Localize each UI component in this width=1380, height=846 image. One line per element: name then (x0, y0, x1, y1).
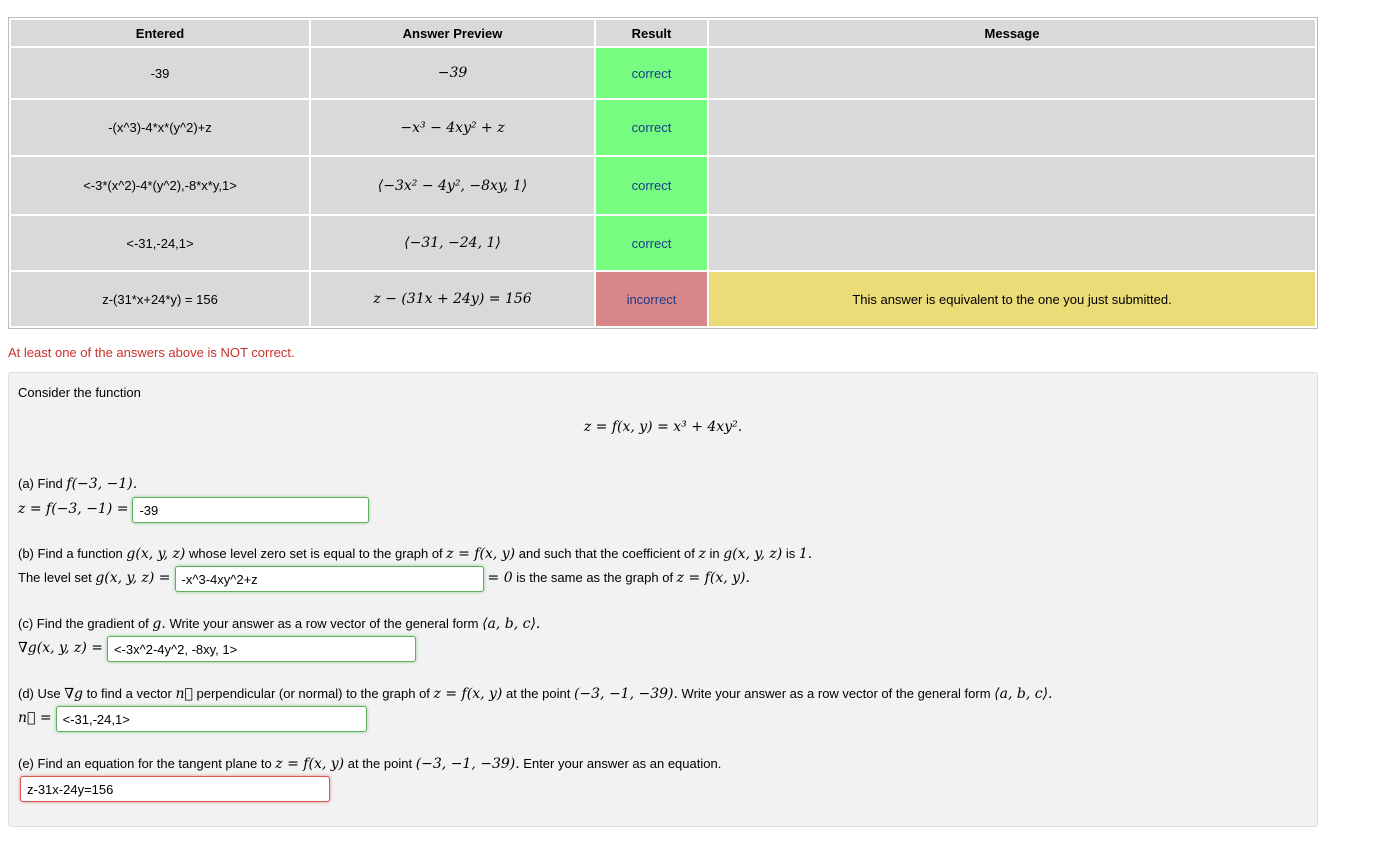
result-cell: correct (596, 216, 707, 270)
results-table (8, 17, 1318, 329)
answer-input-c[interactable]: <-3x^2-4y^2, -8xy, 1> (107, 636, 416, 662)
function-display: z = f(x, y) = x³ + 4xy². (583, 419, 743, 435)
result-cell: correct (596, 48, 707, 98)
header-preview: Answer Preview (311, 20, 594, 46)
part-e-answer-line (16, 773, 334, 803)
warning-message: At least one of the answers above is NOT correct. (8, 345, 295, 360)
preview-cell: −x³ − 4xy² + z (311, 100, 594, 155)
entered-cell: z-(31*x+24*y) = 156 (11, 272, 309, 326)
answer-input-b[interactable]: -x^3-4xy^2+z (175, 566, 484, 592)
table-row (11, 272, 1315, 326)
problem-intro: Consider the function (18, 385, 141, 400)
table-row (11, 216, 1315, 270)
part-a-answer-line: z = f(−3, −1) = -39 (18, 494, 373, 524)
result-cell: incorrect (596, 272, 707, 326)
part-e-prompt: (e) Find an equation for the tangent plane to z = f(x, y) at the point (−3, −1, −39). Enter your answer as an equation. (18, 756, 722, 772)
preview-cell: −39 (311, 48, 594, 98)
header-entered: Entered (11, 20, 309, 46)
part-a-prompt: (a) Find f(−3, −1). (18, 476, 138, 492)
part-b-answer-line: The level set g(x, y, z) = -x^3-4xy^2+z = 0 is the same as the graph of z = f(x, y). (18, 563, 750, 593)
table-row (11, 48, 1315, 98)
answer-input-e[interactable]: z-31x-24y=156 (20, 776, 330, 802)
message-cell (709, 48, 1315, 98)
entered-cell: <-31,-24,1> (11, 216, 309, 270)
entered-cell: -39 (11, 48, 309, 98)
preview-cell: z − (31x + 24y) = 156 (311, 272, 594, 326)
part-c-answer-line: ∇g(x, y, z) = <-3x^2-4y^2, -8xy, 1> (18, 633, 420, 663)
message-cell (709, 216, 1315, 270)
message-cell (709, 157, 1315, 214)
part-c-prompt: (c) Find the gradient of g. Write your answer as a row vector of the general form ⟨a, b, c⟩. (18, 616, 541, 632)
part-b-prompt: (b) Find a function g(x, y, z) whose level zero set is equal to the graph of z = f(x, y) and such that the coefficient of z in g(x, y, z) is 1. (18, 546, 813, 562)
part-d-prompt: (d) Use ∇g to find a vector n⃗ perpendicular (or normal) to the graph of z = f(x, y) at the point (−3, −1, −39). Write your answer as a row vector of the general form ⟨a, b, c⟩. (18, 686, 1053, 702)
entered-cell: <-3*(x^2)-4*(y^2),-8*x*y,1> (11, 157, 309, 214)
table-row (11, 100, 1315, 155)
answer-input-d[interactable]: <-31,-24,1> (56, 706, 367, 732)
message-cell: This answer is equivalent to the one you just submitted. (709, 272, 1315, 326)
message-cell (709, 100, 1315, 155)
part-d-answer-line: n⃗ = <-31,-24,1> (18, 703, 371, 733)
problem-box (8, 372, 1318, 827)
header-result: Result (596, 20, 707, 46)
answer-input-a[interactable]: -39 (132, 497, 369, 523)
result-cell: correct (596, 157, 707, 214)
header-message: Message (709, 20, 1315, 46)
entered-cell: -(x^3)-4*x*(y^2)+z (11, 100, 309, 155)
preview-cell: ⟨−31, −24, 1⟩ (311, 216, 594, 270)
table-row (11, 157, 1315, 214)
result-cell: correct (596, 100, 707, 155)
preview-cell: ⟨−3x² − 4y², −8xy, 1⟩ (311, 157, 594, 214)
